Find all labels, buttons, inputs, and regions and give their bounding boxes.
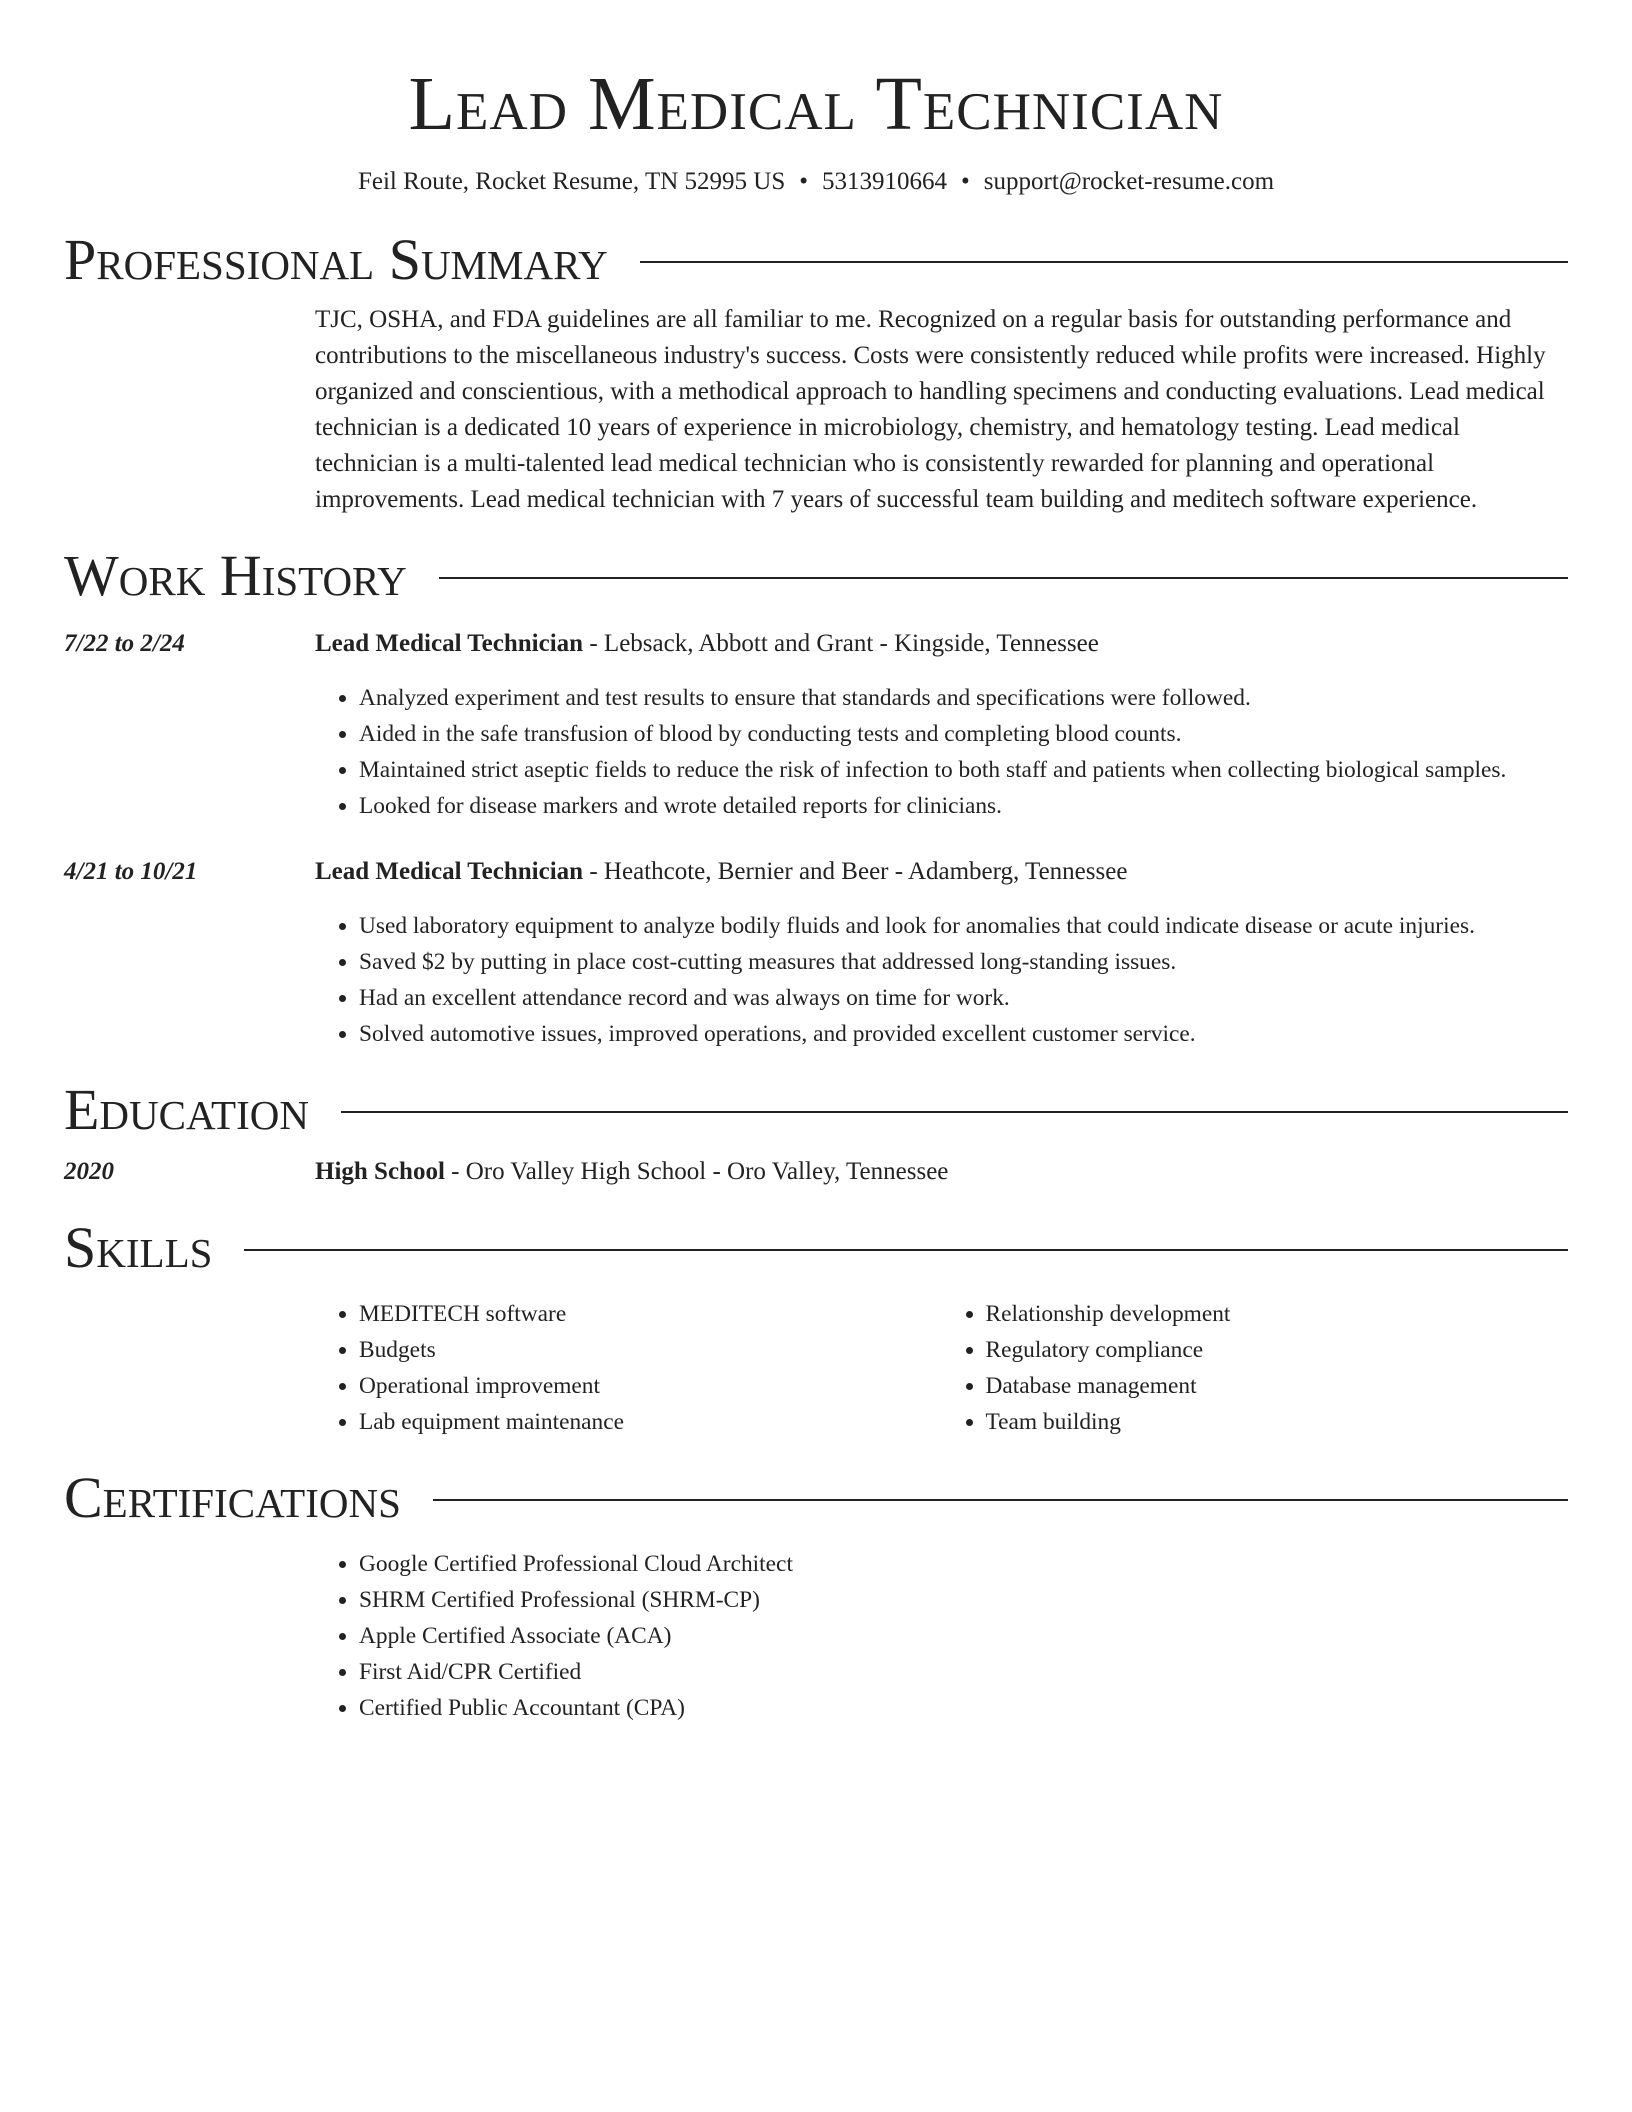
skill-item: • Budgets [359, 1332, 942, 1368]
job-bullet: • Maintained strict aseptic fields to reduce the risk of infection to both staff and patients when collecting biological samples. [359, 752, 1568, 788]
resume-name: Lead Medical Technician [408, 62, 1224, 146]
resume-page [64, 0, 1568, 1726]
job-heading [315, 854, 1568, 890]
certification-item: • Apple Certified Associate (ACA) [359, 1618, 1568, 1654]
job-bullet: • Saved $2 by putting in place cost-cutting measures that addressed long-standing issues. [359, 944, 1568, 980]
certification-item: • Google Certified Professional Cloud Architect [359, 1546, 1568, 1582]
skills-list-right [942, 1296, 1569, 1440]
skills-grid [315, 1296, 1568, 1440]
certifications-row [64, 1546, 1568, 1726]
education-section-header [64, 1078, 1568, 1142]
skill-item: • Relationship development [986, 1296, 1569, 1332]
certification-item: • SHRM Certified Professional (SHRM-CP) [359, 1582, 1568, 1618]
job-bullets [315, 680, 1568, 824]
education-year: 2020 [64, 1158, 114, 1185]
job-bullet: • Looked for disease markers and wrote detailed reports for clinicians. [359, 788, 1568, 824]
education-school: - Oro Valley High School - Oro Valley, Tennessee [444, 1158, 949, 1185]
skill-item: • Regulatory compliance [986, 1332, 1569, 1368]
certifications-section-header [64, 1466, 1568, 1530]
section-divider [433, 1499, 1568, 1501]
skill-item: • MEDITECH software [359, 1296, 942, 1332]
job-bullet: • Solved automotive issues, improved operations, and provided excellent customer service. [359, 1016, 1568, 1052]
skills-row [64, 1296, 1568, 1440]
job-bullet: • Used laboratory equipment to analyze bodily fluids and look for anomalies that could indicate disease or acute injuries. [359, 908, 1568, 944]
contact-separator: • [799, 168, 808, 195]
education-entry [64, 1154, 1568, 1190]
skill-item: • Lab equipment maintenance [359, 1404, 942, 1440]
summary-section-header [64, 228, 1568, 292]
job-dates: 7/22 to 2/24 [64, 630, 185, 657]
skill-item: • Database management [986, 1368, 1569, 1404]
job-title: Lead Medical Technician [315, 630, 584, 657]
job-bullet: • Analyzed experiment and test results to ensure that standards and specifications were followed. [359, 680, 1568, 716]
certifications-list [315, 1546, 1568, 1726]
contact-email: support@rocket-resume.com [983, 168, 1275, 195]
skill-item: • Operational improvement [359, 1368, 942, 1404]
contact-phone: 5313910664 [822, 168, 947, 195]
education-heading: Education [64, 1077, 309, 1142]
summary-text: TJC, OSHA, and FDA guidelines are all familiar to me. Recognized on a regular basis for outstanding performance and contributions to the miscellaneous industry's success. Costs were consistently reduced while profits were increased. Highly organized and conscientious, with a methodical approach to handling specimens and conducting evaluations. Lead medical technician is a dedicated 10 years of experience in microbiology, chemistry, and hematology testing. Lead medical technician is a multi-talented lead medical technician who is consistently rewarded for planning and operational improvements. Lead medical technician with 7 years of successful team building and meditech software experience. [315, 306, 1546, 513]
section-divider [244, 1249, 1568, 1251]
certification-item: • Certified Public Accountant (CPA) [359, 1690, 1568, 1726]
section-divider [640, 261, 1568, 263]
skills-list-left [315, 1296, 942, 1440]
work-heading: Work History [64, 543, 407, 608]
section-divider [439, 577, 1568, 579]
summary-row [64, 302, 1568, 518]
summary-heading: Professional Summary [64, 227, 608, 292]
section-divider [341, 1111, 1568, 1113]
certifications-heading: Certifications [64, 1465, 401, 1530]
skills-section-header [64, 1216, 1568, 1280]
contact-line [64, 166, 1568, 198]
job-bullet: • Aided in the safe transfusion of blood by conducting tests and completing blood counts. [359, 716, 1568, 752]
job-dates: 4/21 to 10/21 [64, 858, 198, 885]
job-heading [315, 626, 1568, 662]
job-company: - Heathcote, Bernier and Beer - Adamberg, Tennessee [583, 858, 1128, 885]
job-title: Lead Medical Technician [315, 858, 584, 885]
skills-heading: Skills [64, 1215, 213, 1280]
certification-item: • First Aid/CPR Certified [359, 1654, 1568, 1690]
education-degree: High School [315, 1158, 445, 1185]
job-entry [64, 626, 1568, 824]
job-bullets [315, 908, 1568, 1052]
skill-item: • Team building [986, 1404, 1569, 1440]
job-entry [64, 854, 1568, 1052]
work-section-header [64, 544, 1568, 608]
job-bullet: • Had an excellent attendance record and was always on time for work. [359, 980, 1568, 1016]
job-company: - Lebsack, Abbott and Grant - Kingside, Tennessee [583, 630, 1099, 657]
contact-address: Feil Route, Rocket Resume, TN 52995 US [357, 168, 786, 195]
contact-separator: • [961, 168, 970, 195]
